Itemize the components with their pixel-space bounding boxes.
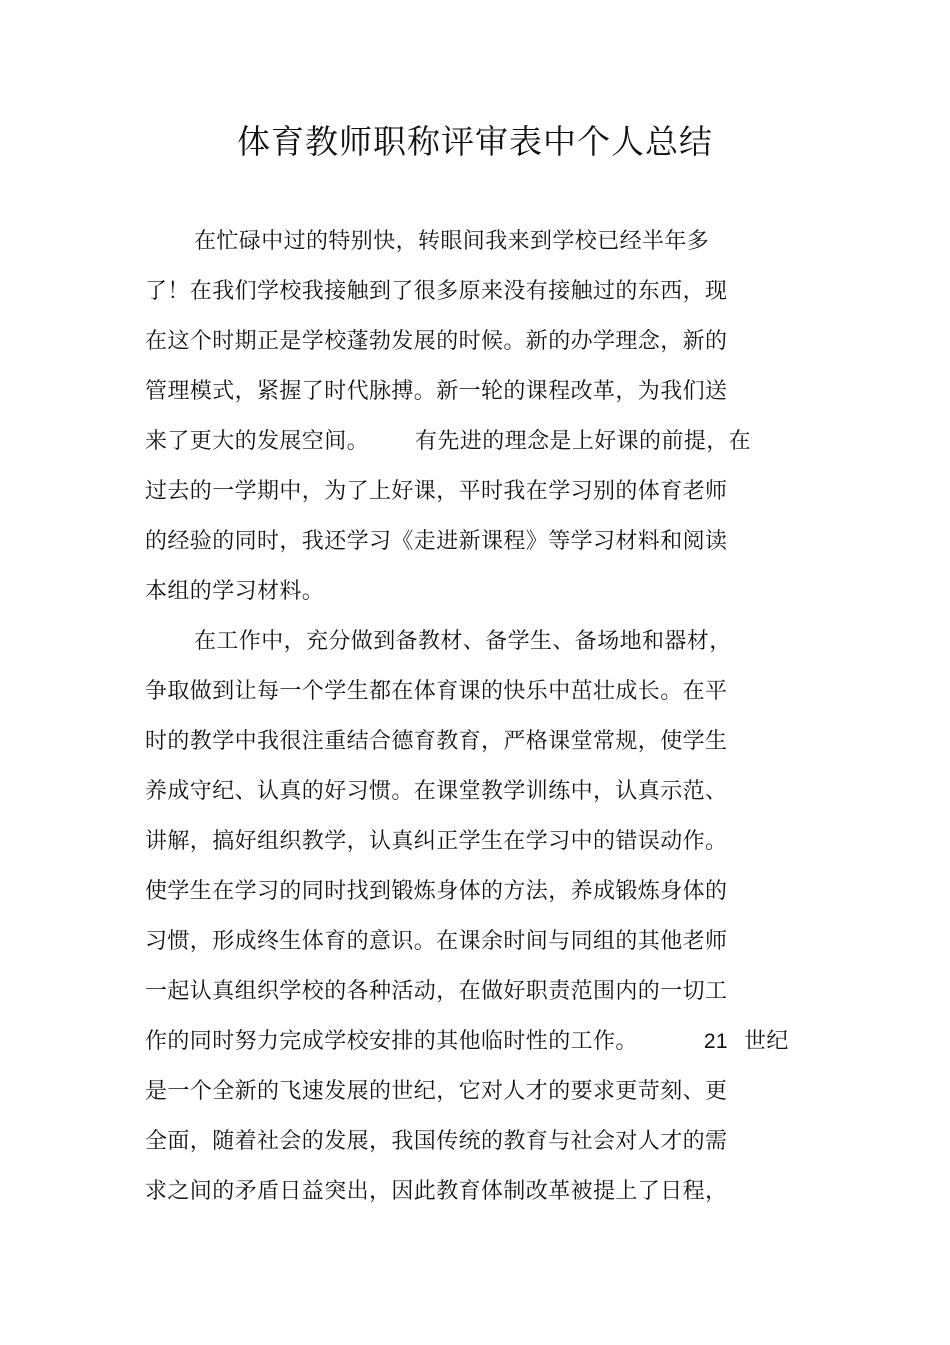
paragraph-2-line-2: 争取做到让每一个学生都在体育课的快乐中茁壮成长。在平 xyxy=(145,679,728,704)
paragraph-1-line-6: 过去的一学期中，为了上好课，平时我在学习别的体育老师 xyxy=(145,479,728,504)
paragraph-2-line-1: 在工作中，充分做到备教材、备学生、备场地和器材， xyxy=(194,629,732,654)
paragraph-2-line-12: 求之间的矛盾日益突出，因此教育体制改革被提上了日程， xyxy=(145,1179,728,1204)
century-number: 21 xyxy=(703,1030,728,1053)
paragraph-1-line-4: 管理模式，紧握了时代脉搏。新一轮的课程改革，为我们送 xyxy=(145,379,728,404)
paragraph-1-line-2: 了！在我们学校我接触到了很多原来没有接触过的东西，现 xyxy=(145,279,728,304)
paragraph-1-line-7: 的经验的同时，我还学习《走进新课程》等学习材料和阅读 xyxy=(145,529,728,554)
paragraph-1-line-1: 在忙碌中过的特别快，转眼间我来到学校已经半年多 xyxy=(194,229,710,254)
paragraph-1-line-5 xyxy=(145,426,751,458)
paragraph-1-line-3: 在这个时期正是学校蓬勃发展的时候。新的办学理念，新的 xyxy=(145,329,728,354)
paragraph-2-line-5: 讲解，搞好组织教学，认真纠正学生在学习中的错误动作。 xyxy=(145,829,728,854)
paragraph-1-line-8: 本组的学习材料。 xyxy=(145,579,325,604)
paragraph-2-line-11: 全面，随着社会的发展，我国传统的教育与社会对人才的需 xyxy=(145,1129,728,1154)
paragraph-2-line-3: 时的教学中我很注重结合德育教育，严格课堂常规，使学生 xyxy=(145,729,728,754)
document-title: 体育教师职称评审表中个人总结 xyxy=(237,122,713,161)
paragraph-2-line-7: 习惯，形成终生体育的意识。在课余时间与同组的其他老师 xyxy=(145,929,728,954)
paragraph-2-line-9 xyxy=(145,1026,789,1058)
paragraph-2-line-4: 养成守纪、认真的好习惯。在课堂教学训练中，认真示范、 xyxy=(145,779,728,804)
paragraph-2-line-8: 一起认真组织学校的各种活动，在做好职责范围内的一切工 xyxy=(145,979,728,1004)
paragraph-2-line-10: 是一个全新的飞速发展的世纪，它对人才的要求更苛刻、更 xyxy=(145,1079,728,1104)
text-segment: 世纪 xyxy=(743,1029,789,1054)
text-segment: 来了更大的发展空间。 xyxy=(145,429,370,454)
paragraph-2-line-6: 使学生在学习的同时找到锻炼身体的方法，养成锻炼身体的 xyxy=(145,879,728,904)
text-segment: 有先进的理念是上好课的前提，在 xyxy=(415,429,752,454)
text-segment: 作的同时努力完成学校安排的其他临时性的工作。 xyxy=(145,1029,638,1054)
